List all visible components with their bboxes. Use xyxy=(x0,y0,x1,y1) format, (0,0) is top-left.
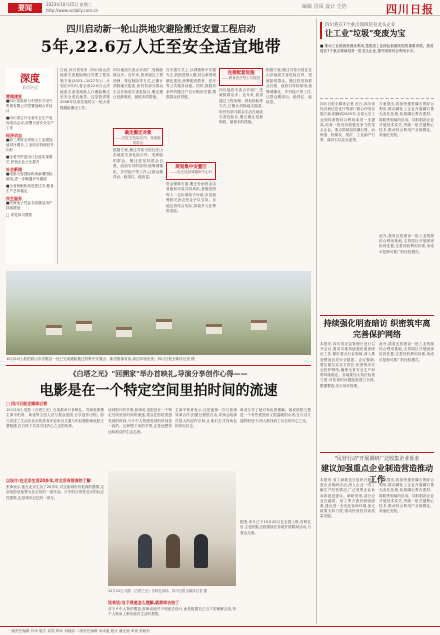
editor-line: 编辑 肖凤 设计 仝浩 xyxy=(302,4,347,10)
right-kicker: 四川将在7个重点领域培育龙头企业 xyxy=(325,23,396,28)
film-body-col-1: 10月24日,电影《白塔之光》在成都举行首映礼。导演张律携主演辛柏青、黄尧等主创人员与观众见面,分享创作历程。影片讲述了生活在北京的美食评论家谷文通与年轻摄影师欧阳文慧相遇,在白塔下共同寻找内心之光的故事。 xyxy=(6,408,104,429)
subhead-title: 确定搬迁对象 xyxy=(124,131,152,136)
film-body-col-1b: 张律表示,他在北京生活了20多年,对这座城市有很深的感情,这部电影是他想为北京拍的一部作品。片中的白塔是北京的标志性建筑,也是城市记忆的一部分。 xyxy=(6,485,104,500)
film-subhead-1: 以设计:在北京生活20多年,对北京有很深的了解 xyxy=(6,478,91,483)
film-body-col-4: 黄尧分享了她对角色的理解。她说欧阳文慧是一个有些孤独但又很温暖的女孩,在与谷文通的相处中,两人都找到了各自的内心之光。 xyxy=(240,408,311,423)
brief-list xyxy=(6,94,54,211)
brief-item[interactable] xyxy=(6,184,54,194)
film-body-col-2b: 对于片中人物的塑造,张律说他并不刻意去设计,而是根据自己当下的理解去拍,每个人物身上都有他对生活的观察。 xyxy=(108,607,236,617)
brief-text: ■四川省召开全省安全生产电视电话会议,部署当前安全生产工作 xyxy=(6,116,54,130)
right-sec3-col-1: 本报讯 省工商联近日组织开展民营企业调研活动,深入企业一线了解生产经营情况,广泛收集企业诉求和意见建议。调研发现,部分企业在融资、用工等方面仍面临困难,建议进一步优化营商环境,加大政策支持力度,推动民营经济高质量发展。 xyxy=(320,478,375,519)
brief-category: 经济动态 xyxy=(6,133,22,138)
right-lead-header xyxy=(320,22,432,39)
lead-body-col-3b: 资金保障方面,搬迁补助资金由省级和市县共同承担,省级按照每人一定标准给予补助,市县统筹相关涉农资金予以支持。各地还将结合实际,探索多元化筹资渠道。 xyxy=(166,182,216,214)
lead-subhead-box xyxy=(113,128,163,146)
section-logo: 要闻 xyxy=(8,3,42,13)
right-abstract: ■ 推动工业固废资源化利用,是推进工业绿色低碳发展的重要举措。我省将在7个重点领域培育一批龙头企业,提升固废综合利用水平。 xyxy=(320,44,434,99)
film-subhead-2: 谈来谈:当下我是怎么理解,就那样去拍了 xyxy=(108,600,180,605)
subhead-title: 规划集中安置区 xyxy=(175,165,207,170)
masthead-bar xyxy=(0,0,440,16)
subhead-title: 完善配套设施 xyxy=(227,71,255,76)
film-body-col-3: 主演辛柏青表示,这是他第一次与张律导演合作,拍摄过程很自由,导演会给演员很大的创作空间,让他们去寻找角色的真实状态。 xyxy=(175,408,237,429)
date-line xyxy=(46,2,98,14)
right-headline: 让工业"垃圾"变废为宝 xyxy=(325,29,406,38)
brief-category: 民生服务 xyxy=(6,196,22,201)
page-footer: 一版责任编辑 肖凤 版式 祁国 审读 刘晓丽 二版责任编辑 宋成毅 版式 蒲光福 审读 张晓东 xyxy=(0,626,440,635)
film-premiere-photo xyxy=(108,471,236,586)
house-shape xyxy=(46,325,62,335)
brief-text: ■医保电子凭证全省激活用户持续增加 xyxy=(6,201,53,210)
film-body-col-4b: 据悉,该片已于10月20日在全国上映,首映礼后,主创团队还将继续在各地开展路演活动,与观众交流。 xyxy=(240,520,311,535)
brief-sub: 看得更远 xyxy=(22,85,38,90)
film-byline: □ 四川日报全媒体记者 xyxy=(6,401,48,406)
website-link[interactable]: http://www.scdaily.com.cn xyxy=(46,8,99,13)
lead-kicker: 四川启动新一轮山洪地灾避险搬迁安置工程启动 xyxy=(66,25,256,35)
film-kicker: 《白塔之光》"回溯家"举办首映礼,导演分享创作心得—— xyxy=(69,370,248,378)
film-body-col-2: 谈到影片的节奏,张律说,电影是在一个特定空间里拍时间的流速,观众在影院里感受到的时间,与片中人物感受到的时间是一致的。这种慢下来的节奏,正是他想传达给观众的生活态度。 xyxy=(108,408,172,434)
issue-date: 2023年10月25日 星期三 xyxy=(46,2,92,7)
brief-item[interactable] xyxy=(6,167,54,182)
right-sec2-headline: 持续强化明查暗访 织密筑牢离完善保护网络 xyxy=(323,319,431,339)
right-body-col-1: 四川日报全媒体记者 近日,四川省经济和信息化厅等部门联合印发实施方案,明确到2025年,全省大宗工业固体废物综合利用率进一步提高,培育一批具有较强竞争力的龙头企业。重点领域包括磷石膏、冶炼渣、粉煤灰、尾矿、工业副产石膏、煤矸石以及赤泥等。 xyxy=(320,102,375,143)
brief-item[interactable] xyxy=(6,94,54,114)
lead-subhead-box xyxy=(219,68,263,86)
brief-item[interactable] xyxy=(6,133,54,153)
lead-photo xyxy=(6,271,311,355)
house-shape xyxy=(76,321,92,331)
news-brief-box xyxy=(6,68,54,264)
page-divider xyxy=(316,18,317,624)
right-sec3-kicker: "民营行动"开展调研广泛收集企业诉求 xyxy=(334,456,420,462)
right-body-col-2b: 此外,我省还将建设一批工业资源综合利用基地,支持园区开展固废协同处置,完善回收利用体系,形成可复制可推广的经验模式。 xyxy=(379,234,434,254)
lead-body-col-2b: 根据方案,搬迁对象为居住在山洪地质灾害危险区内、受威胁的群众。搬迁将坚持群众自愿、政府引导的原则,统筹城镇化、乡村振兴等工作,让群众搬得出、稳得住、能致富。 xyxy=(113,148,163,180)
brief-item[interactable] xyxy=(6,196,54,211)
lead-body-col-4: 四川地质灾害点多面广,受威胁群众多。近年来,我省通过工程治理、排危除险等方式,已累计消除地灾隐患,但仍有部分群众生活在地质灾害危险区,搬迁避让是最彻底、最根本的措施。 xyxy=(219,88,263,125)
brief-text: ■全省秋粮收获进度过半,粮食生产总体稳定 xyxy=(6,184,54,193)
newspaper-title: 四川日报 xyxy=(386,3,434,16)
house-shape xyxy=(116,327,132,337)
brief-brand: 深度 xyxy=(20,74,40,85)
brief-category: 社会新闻 xyxy=(6,167,22,172)
brief-item[interactable] xyxy=(6,116,54,131)
right-sec3-headline: 建议加强重点企业制造营造推动工作 xyxy=(321,464,433,484)
section-rule xyxy=(320,452,434,453)
person-shape xyxy=(194,534,208,568)
house-shape xyxy=(251,320,267,330)
house-shape xyxy=(156,319,172,329)
lead-body-col-3a: 在安置方式上,以城镇集中安置为主,鼓励进城入镇,结合新型城镇化建设,统筹配套教育、医疗等公共服务设施。同时,鼓励有条件的搬迁户自行购房安置,增强群众获得感。 xyxy=(166,68,216,100)
lead-body-col-5: 根据方案,搬迁对象为居住在山洪地质灾害危险区内、受威胁的群众。搬迁将坚持群众自愿、政府引导的原则,统筹城镇化、乡村振兴等工作,让群众搬得出、稳得住、能致富。 xyxy=(266,68,312,105)
house-shape xyxy=(206,324,222,334)
film-photo-caption: 10月24日,电影《白塔之光》首映礼现场。四川日报全媒体记者 摄 xyxy=(108,589,207,593)
subhead-text: ——居住在危险区内、受威胁的群众 xyxy=(115,136,161,145)
brief-text: ■全省外贸进出口总值实现增长,民营企业占比提升 xyxy=(6,155,53,164)
brief-text: ■四川省政府与中国东方电气集团有限公司签署战略合作协议 xyxy=(6,99,53,113)
brief-text: ■前三季度全省规上工业增加值同比增长,工业经济持续回升向好 xyxy=(6,138,54,152)
lead-photo-caption: 10月24日,航拍眉山市洪雅县一处已完成避险搬迁的集中安置点。新居错落有致,周边环境优美。四川日报全媒体记者 摄 xyxy=(6,357,195,361)
right-body-col-2: 方案提出,将加快推进磷石膏综合利用,推动磷化工企业开展磷石膏无害化处理,拓展磷石膏在建材、筑路等领域的应用。同时鼓励企业开展技术攻关,突破一批关键核心技术,推动综合利用产业规模化、高值化发展。 xyxy=(379,102,434,138)
person-shape xyxy=(138,534,152,568)
person-shape xyxy=(166,534,180,568)
lead-body-col-1: 日前,四川省发布《四川省山洪地质灾害避险搬迁安置工程实施方案(2023—2027年)》,计划在5年内,将全省22.6万山洪地质灾害受威胁人口避险搬迁至安全适宜地带。这是我省继2008年以来实施的又一轮大规模避险搬迁工作。 xyxy=(60,68,110,110)
brief-item[interactable] xyxy=(6,155,54,165)
lead-headline: 5年,22.6万人迁至安全适宜地带 xyxy=(40,37,282,56)
lead-body-col-2a: 四川地质灾害点多面广,受威胁群众多。近年来,我省通过工程治理、排危除险等方式,已累计消除地灾隐患,但仍有部分群众生活在地质灾害危险区,搬迁避让是最彻底、最根本的措施。 xyxy=(113,68,163,100)
film-headline: 电影是在一个特定空间里拍时间的流速 xyxy=(39,383,278,399)
subhead-text: ——优先选择城镇和中心村 xyxy=(170,170,212,174)
brief-category: 要闻速览 xyxy=(6,94,22,99)
brief-text: ■成都天府国际机场新增国际航线,进一步畅通对外通道 xyxy=(6,172,53,181)
brief-more-link[interactable]: □ 详见四川观察 xyxy=(6,213,33,217)
column-divider xyxy=(57,68,58,264)
section-rule xyxy=(320,315,434,316)
right-sec3-col-2: 方案提出,将加快推进磷石膏综合利用,推动磷化工企业开展磷石膏无害化处理,拓展磷石膏在建材、筑路等领域的应用。同时鼓励企业开展技术攻关,突破一批关键核心技术,推动综合利用产业规模化、高值化发展。 xyxy=(379,478,434,514)
lead-subhead-box xyxy=(166,162,216,180)
right-sec2-col-2: 此外,我省还将建设一批工业资源综合利用基地,支持园区开展固废协同处置,完善回收利用体系,形成可复制可推广的经验模式。 xyxy=(379,342,434,362)
subhead-text: ——教育医疗等公共服务 xyxy=(221,76,261,80)
section-rule xyxy=(6,365,311,366)
right-sec2-col-1: 本报讯 四川省应急管理厅近日召开会议,要求各地持续强化明查暗访工作,紧盯重点行业领域,深入排查整治各类安全隐患。会议强调,要压紧压实各方责任,织密筑牢安全防护网络,确保全省安全生产形势持续稳定。各地要加大执法检查力度,对发现的问题隐患建立台账,限期整改,实行闭环管理。 xyxy=(320,342,375,388)
